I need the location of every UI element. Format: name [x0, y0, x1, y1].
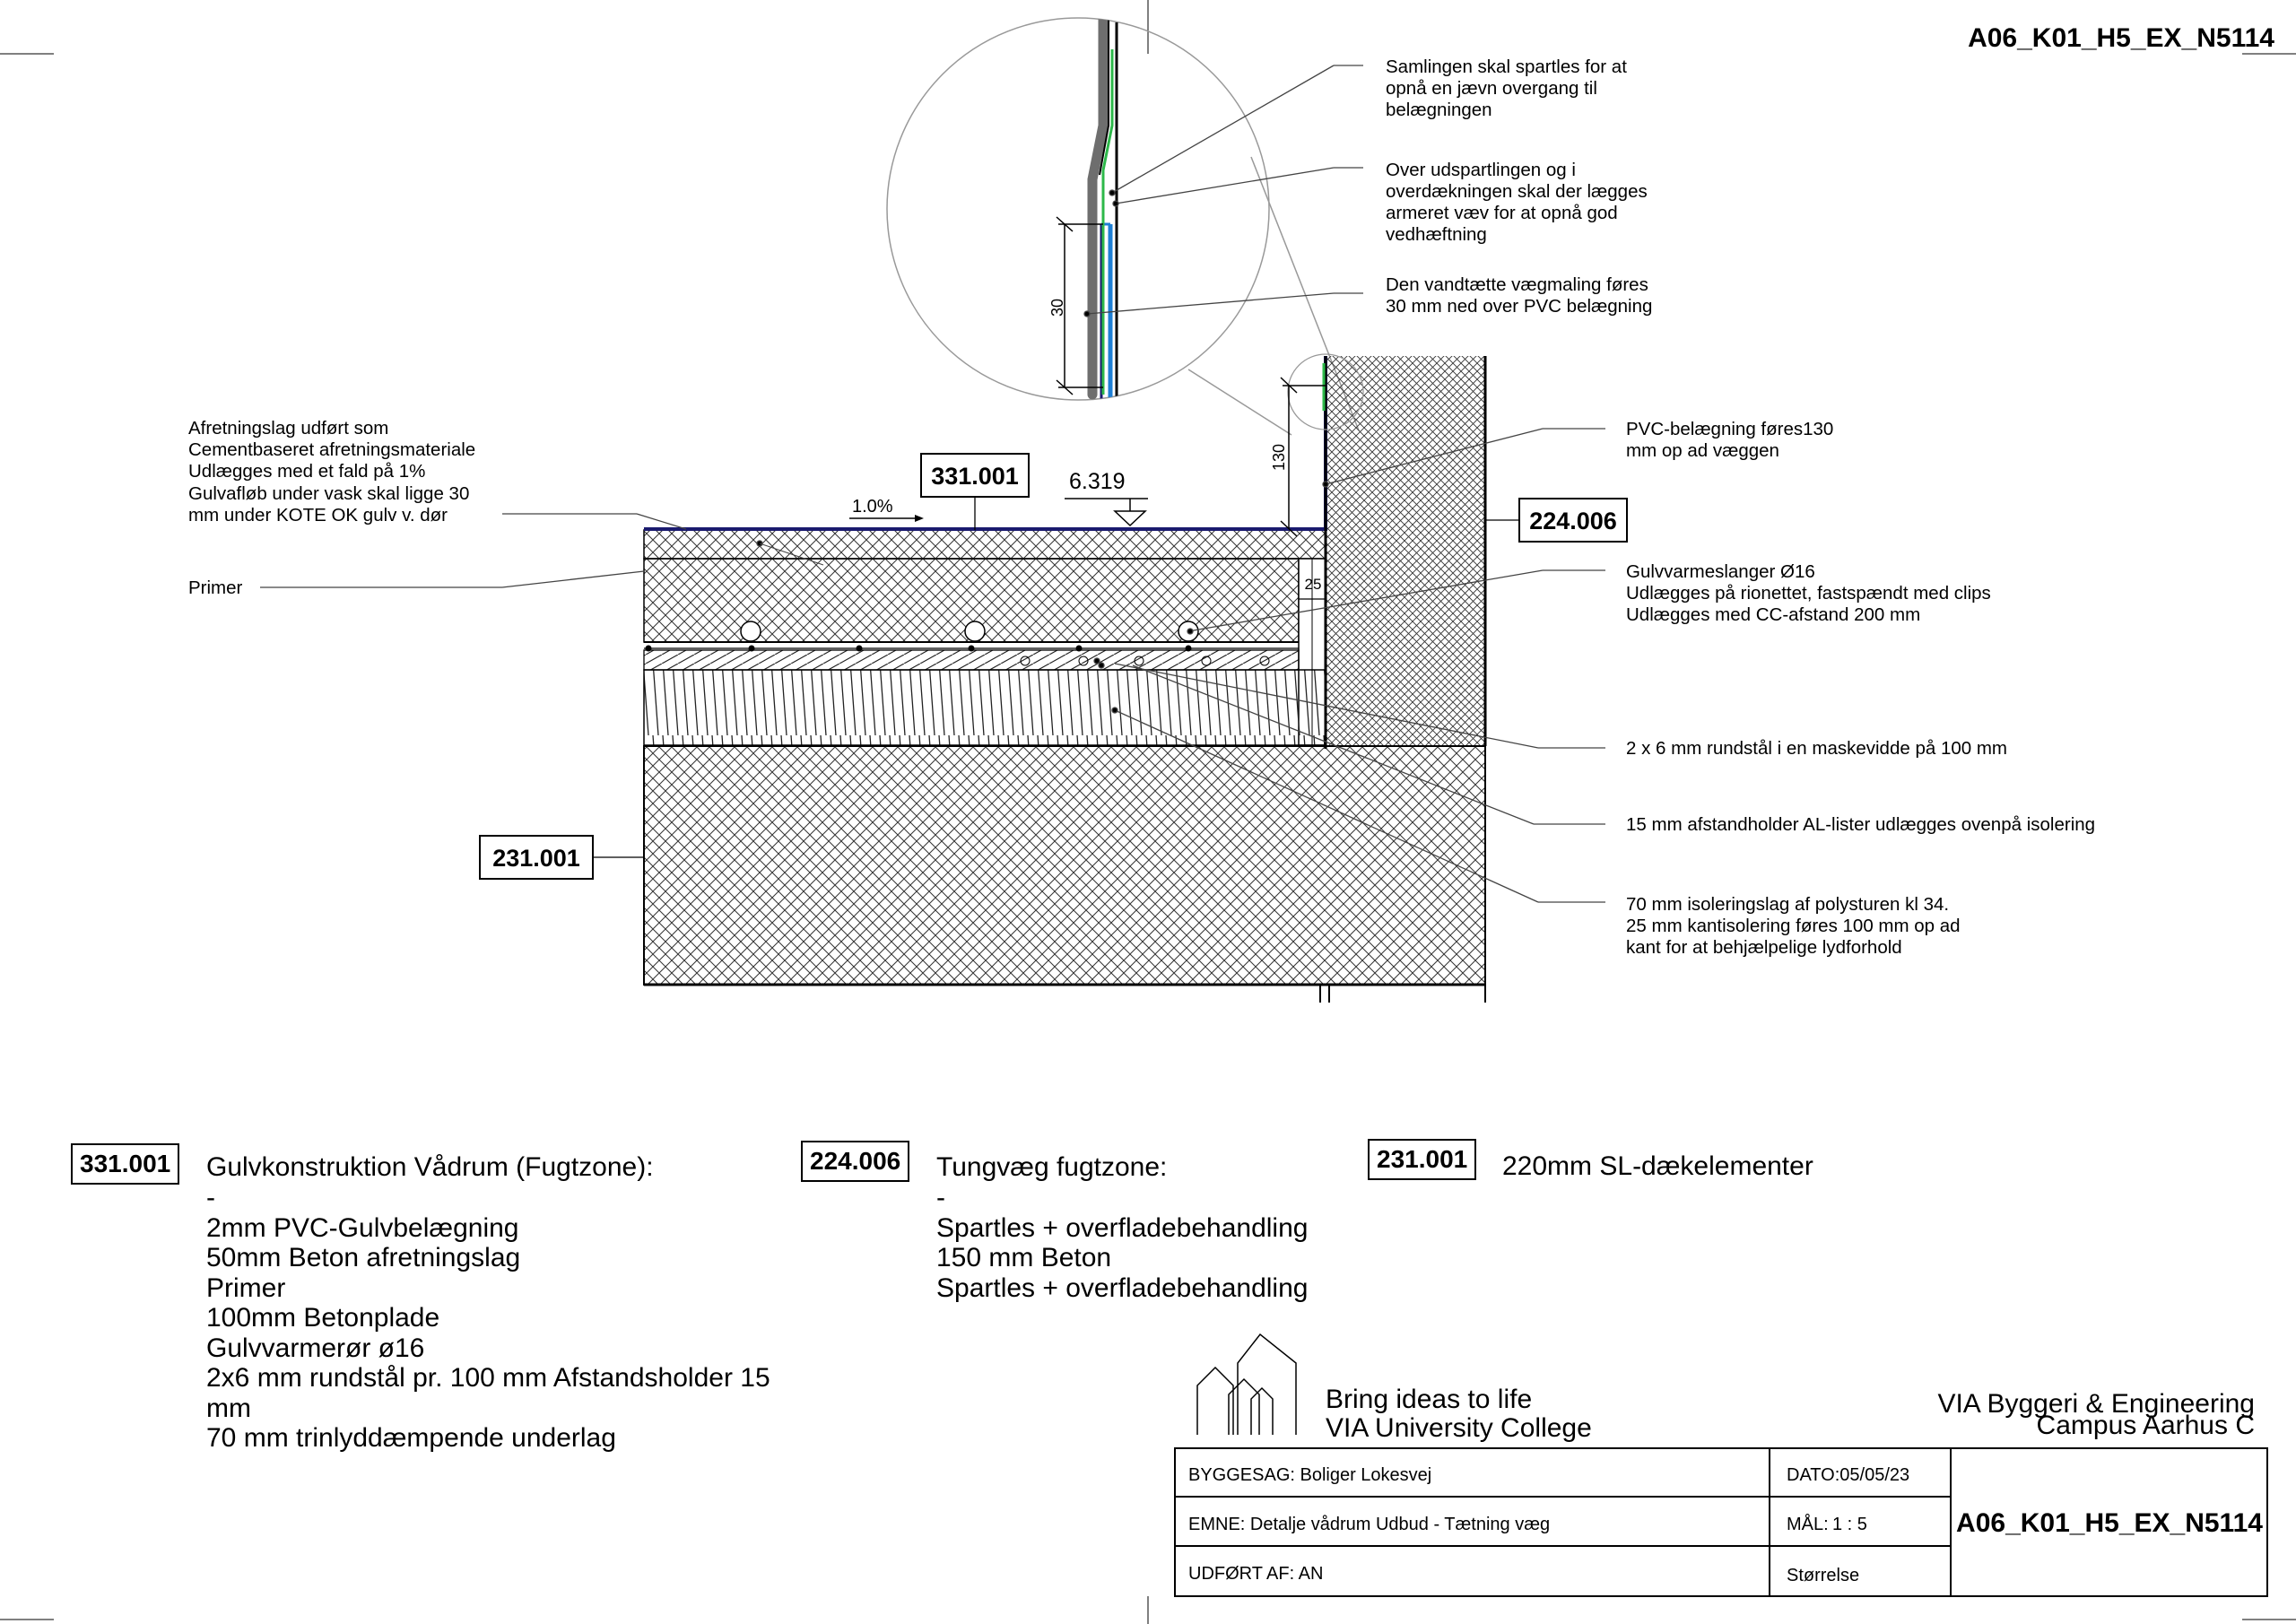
legend-line: -	[936, 1183, 945, 1212]
tb-project: BYGGESAG: Boliger Lokesvej	[1188, 1465, 1432, 1485]
tb-drawing-no: A06_K01_H5_EX_N5114	[1956, 1508, 2263, 1538]
callout-primer: Primer	[188, 578, 243, 598]
callout-screed: Afretningslag udført som Cementbaseret afretningsmateriale Udlægges med et fald på 1% Gulvafløb under vask skal ligge 30 mm under KOTE OK gulv v. dør	[188, 418, 476, 525]
legend-line: 2mm PVC-Gulvbelægning	[206, 1212, 519, 1243]
dimension-25-label: 25	[1304, 576, 1322, 593]
tag-slab	[480, 836, 644, 879]
svg-text:331.001: 331.001	[931, 463, 1019, 490]
callout-spacer: 15 mm afstandholder AL-lister udlægges ovenpå isolering	[1626, 814, 2096, 835]
logo-dept: VIA Byggeri & Engineering	[1937, 1389, 2255, 1419]
tb-scale: 1 : 5	[1832, 1515, 1867, 1534]
legend-tag-slab: 231.001	[1368, 1139, 1476, 1180]
legend-tag-wall: 224.006	[801, 1141, 909, 1182]
logo-campus: Campus Aarhus C	[2036, 1411, 2255, 1440]
legend-tag-floor: 331.001	[71, 1143, 179, 1185]
legend-line: Spartles + overfladebehandling	[936, 1272, 1309, 1303]
legend-line: Primer	[206, 1272, 286, 1303]
legend-title-slab: 220mm SL-dækelementer	[1502, 1151, 1813, 1181]
callout-floor-heating: Gulvvarmeslanger Ø16 Udlægges på rionettet, fastspændt med clips Udlægges med CC-afstand 200 mm	[1626, 561, 1991, 625]
legend-line: 150 mm Beton	[936, 1243, 1112, 1272]
enlargement-detail	[887, 18, 1359, 435]
logo-slogan: Bring ideas to life	[1326, 1385, 1533, 1414]
callout-insulation: 70 mm isoleringslag af polysturen kl 34. 25 mm kantisolering føres 100 mm op ad kant for at behjælpelige lydforhold	[1626, 894, 1961, 958]
tb-author: UDFØRT AF: AN	[1188, 1564, 1324, 1584]
callout-wall-paint: Den vandtætte vægmaling føres 30 mm ned over PVC belægning	[1386, 274, 1653, 317]
dimension-30-label: 30	[1048, 298, 1066, 317]
level-label: 6.319	[1069, 469, 1126, 494]
via-logo	[1197, 1334, 1296, 1435]
legend-line: 100mm Betonplade	[206, 1303, 440, 1333]
legend-list-floor	[206, 1183, 770, 1454]
tb-size: Størrelse	[1787, 1566, 1860, 1585]
legend-line: mm	[206, 1393, 251, 1423]
slope-label: 1.0%	[852, 497, 893, 517]
tag-floor	[921, 454, 1029, 530]
legend-title-wall: Tungvæg fugtzone:	[936, 1152, 1168, 1182]
tb-subject: EMNE: Detalje vådrum Udbud - Tætning væg	[1188, 1515, 1551, 1534]
svg-text:231.001: 231.001	[492, 845, 580, 872]
callout-pvc-up-wall: PVC-belægning føres130 mm op ad væggen	[1626, 419, 1834, 461]
legend-line: 2x6 mm rundstål pr. 100 mm Afstandsholder 15	[206, 1363, 770, 1393]
tb-scale-label: MÅL:	[1787, 1515, 1829, 1534]
legend-line: Spartles + overfladebehandling	[936, 1212, 1309, 1243]
svg-text:224.006: 224.006	[1529, 508, 1617, 534]
legend-line: 50mm Beton afretningslag	[206, 1243, 521, 1272]
callout-reinforced-fabric: Over udspartlingen og i overdækningen skal der lægges armeret væv for at opnå god vedhæftning	[1386, 160, 1648, 245]
legend-line: 70 mm trinlyddæmpende underlag	[206, 1423, 616, 1453]
leaders-top	[1084, 65, 1363, 317]
dimension-130-label: 130	[1270, 443, 1288, 472]
tb-date: DATO:05/05/23	[1787, 1465, 1910, 1485]
legend-title-floor: Gulvkonstruktion Vådrum (Fugtzone):	[206, 1152, 654, 1182]
drawing-id-top: A06_K01_H5_EX_N5114	[1968, 23, 2274, 53]
legend-list-wall	[936, 1183, 1308, 1303]
legend-line: Gulvvarmerør ø16	[206, 1333, 425, 1363]
callout-smoothing-joint: Samlingen skal spartles for at opnå en jævn overgang til belægningen	[1386, 56, 1627, 120]
legend-line: -	[206, 1183, 215, 1212]
floor-section	[644, 354, 1485, 1003]
logo-college: VIA University College	[1326, 1413, 1592, 1443]
tag-wall	[1485, 499, 1627, 542]
callout-rebar: 2 x 6 mm rundstål i en maskevidde på 100 mm	[1626, 738, 2007, 759]
